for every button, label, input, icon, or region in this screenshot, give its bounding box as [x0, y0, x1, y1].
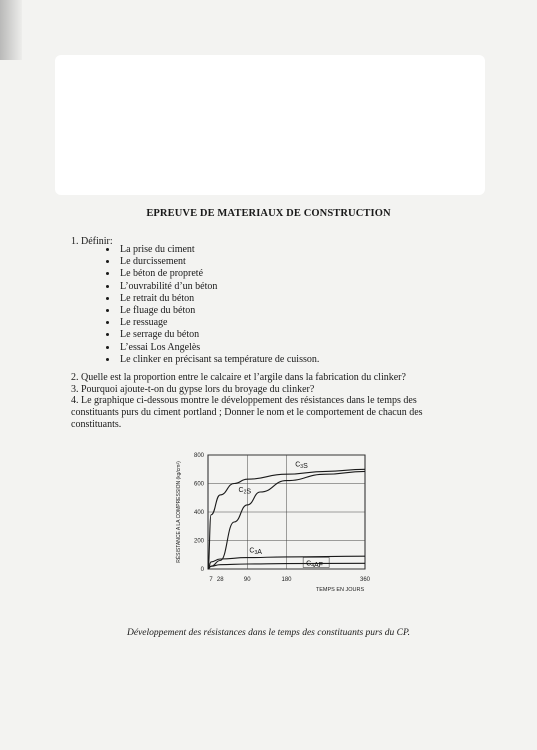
y-axis-label: RÉSISTANCE A LA COMPRESSION (kg/cm²) — [176, 461, 182, 563]
definition-item: • Le béton de propreté — [118, 268, 319, 280]
definition-item: • La prise du ciment — [118, 244, 319, 256]
y-tick-label: 0 — [200, 567, 204, 573]
curve-label: $C_2S$ — [238, 487, 252, 496]
x-tick-label: 90 — [243, 577, 251, 583]
questions-block — [71, 372, 451, 431]
x-axis-label: TEMPS EN JOURS — [315, 587, 365, 593]
definition-item: • Le clinker en précisant sa température de cuisson. — [118, 354, 319, 366]
curve-label: $C_3A$ — [249, 547, 262, 557]
curve-label: $C_4AF$ — [306, 560, 323, 569]
definition-list — [100, 244, 319, 366]
x-tick-label: 360 — [359, 577, 371, 583]
question-3: 3. Pourquoi ajoute-t-on du gypse lors du broyage du clinker? — [71, 383, 315, 395]
x-tick-label: 28 — [216, 577, 224, 583]
scan-shadow — [0, 0, 22, 60]
x-tick-label: 7 — [209, 577, 213, 583]
definition-item: • Le durcissement — [118, 256, 319, 268]
question-1: 1. Définir: — [71, 236, 113, 247]
y-tick-label: 200 — [193, 538, 204, 545]
definition-item: • Le fluage du béton — [118, 305, 319, 317]
y-tick-label: 400 — [193, 510, 204, 516]
question-2: 2. Quelle est la proportion entre le calcaire et l’argile dans la fabrication du clinker? — [71, 372, 406, 383]
definition-item: • L’ouvrabilité d’un béton — [118, 281, 319, 293]
definition-item: • Le retrait du béton — [118, 293, 319, 305]
curve-label: $C_3S$ — [295, 461, 308, 470]
definition-item: • L’essai Los Angelès — [118, 342, 319, 354]
question-4: 4. Le graphique ci-dessous montre le développement des résistances dans le temps des constituants purs du ciment portland ; Donner le nom et le comportement de chacun des constituants. — [71, 395, 423, 430]
exam-title: EPREUVE DE MATERIAUX DE CONSTRUCTION — [146, 208, 391, 219]
definition-item: • Le ressuage — [118, 317, 319, 329]
chart-caption: Développement des résistances dans le temps des constituants purs du CP. — [127, 628, 410, 638]
x-tick-label: 180 — [281, 577, 292, 583]
y-tick-label: 600 — [193, 481, 204, 488]
y-tick-label: 800 — [193, 453, 204, 459]
definition-item: • Le serrage du béton — [118, 329, 319, 341]
redacted-header — [55, 55, 485, 195]
strength-chart — [170, 445, 390, 610]
